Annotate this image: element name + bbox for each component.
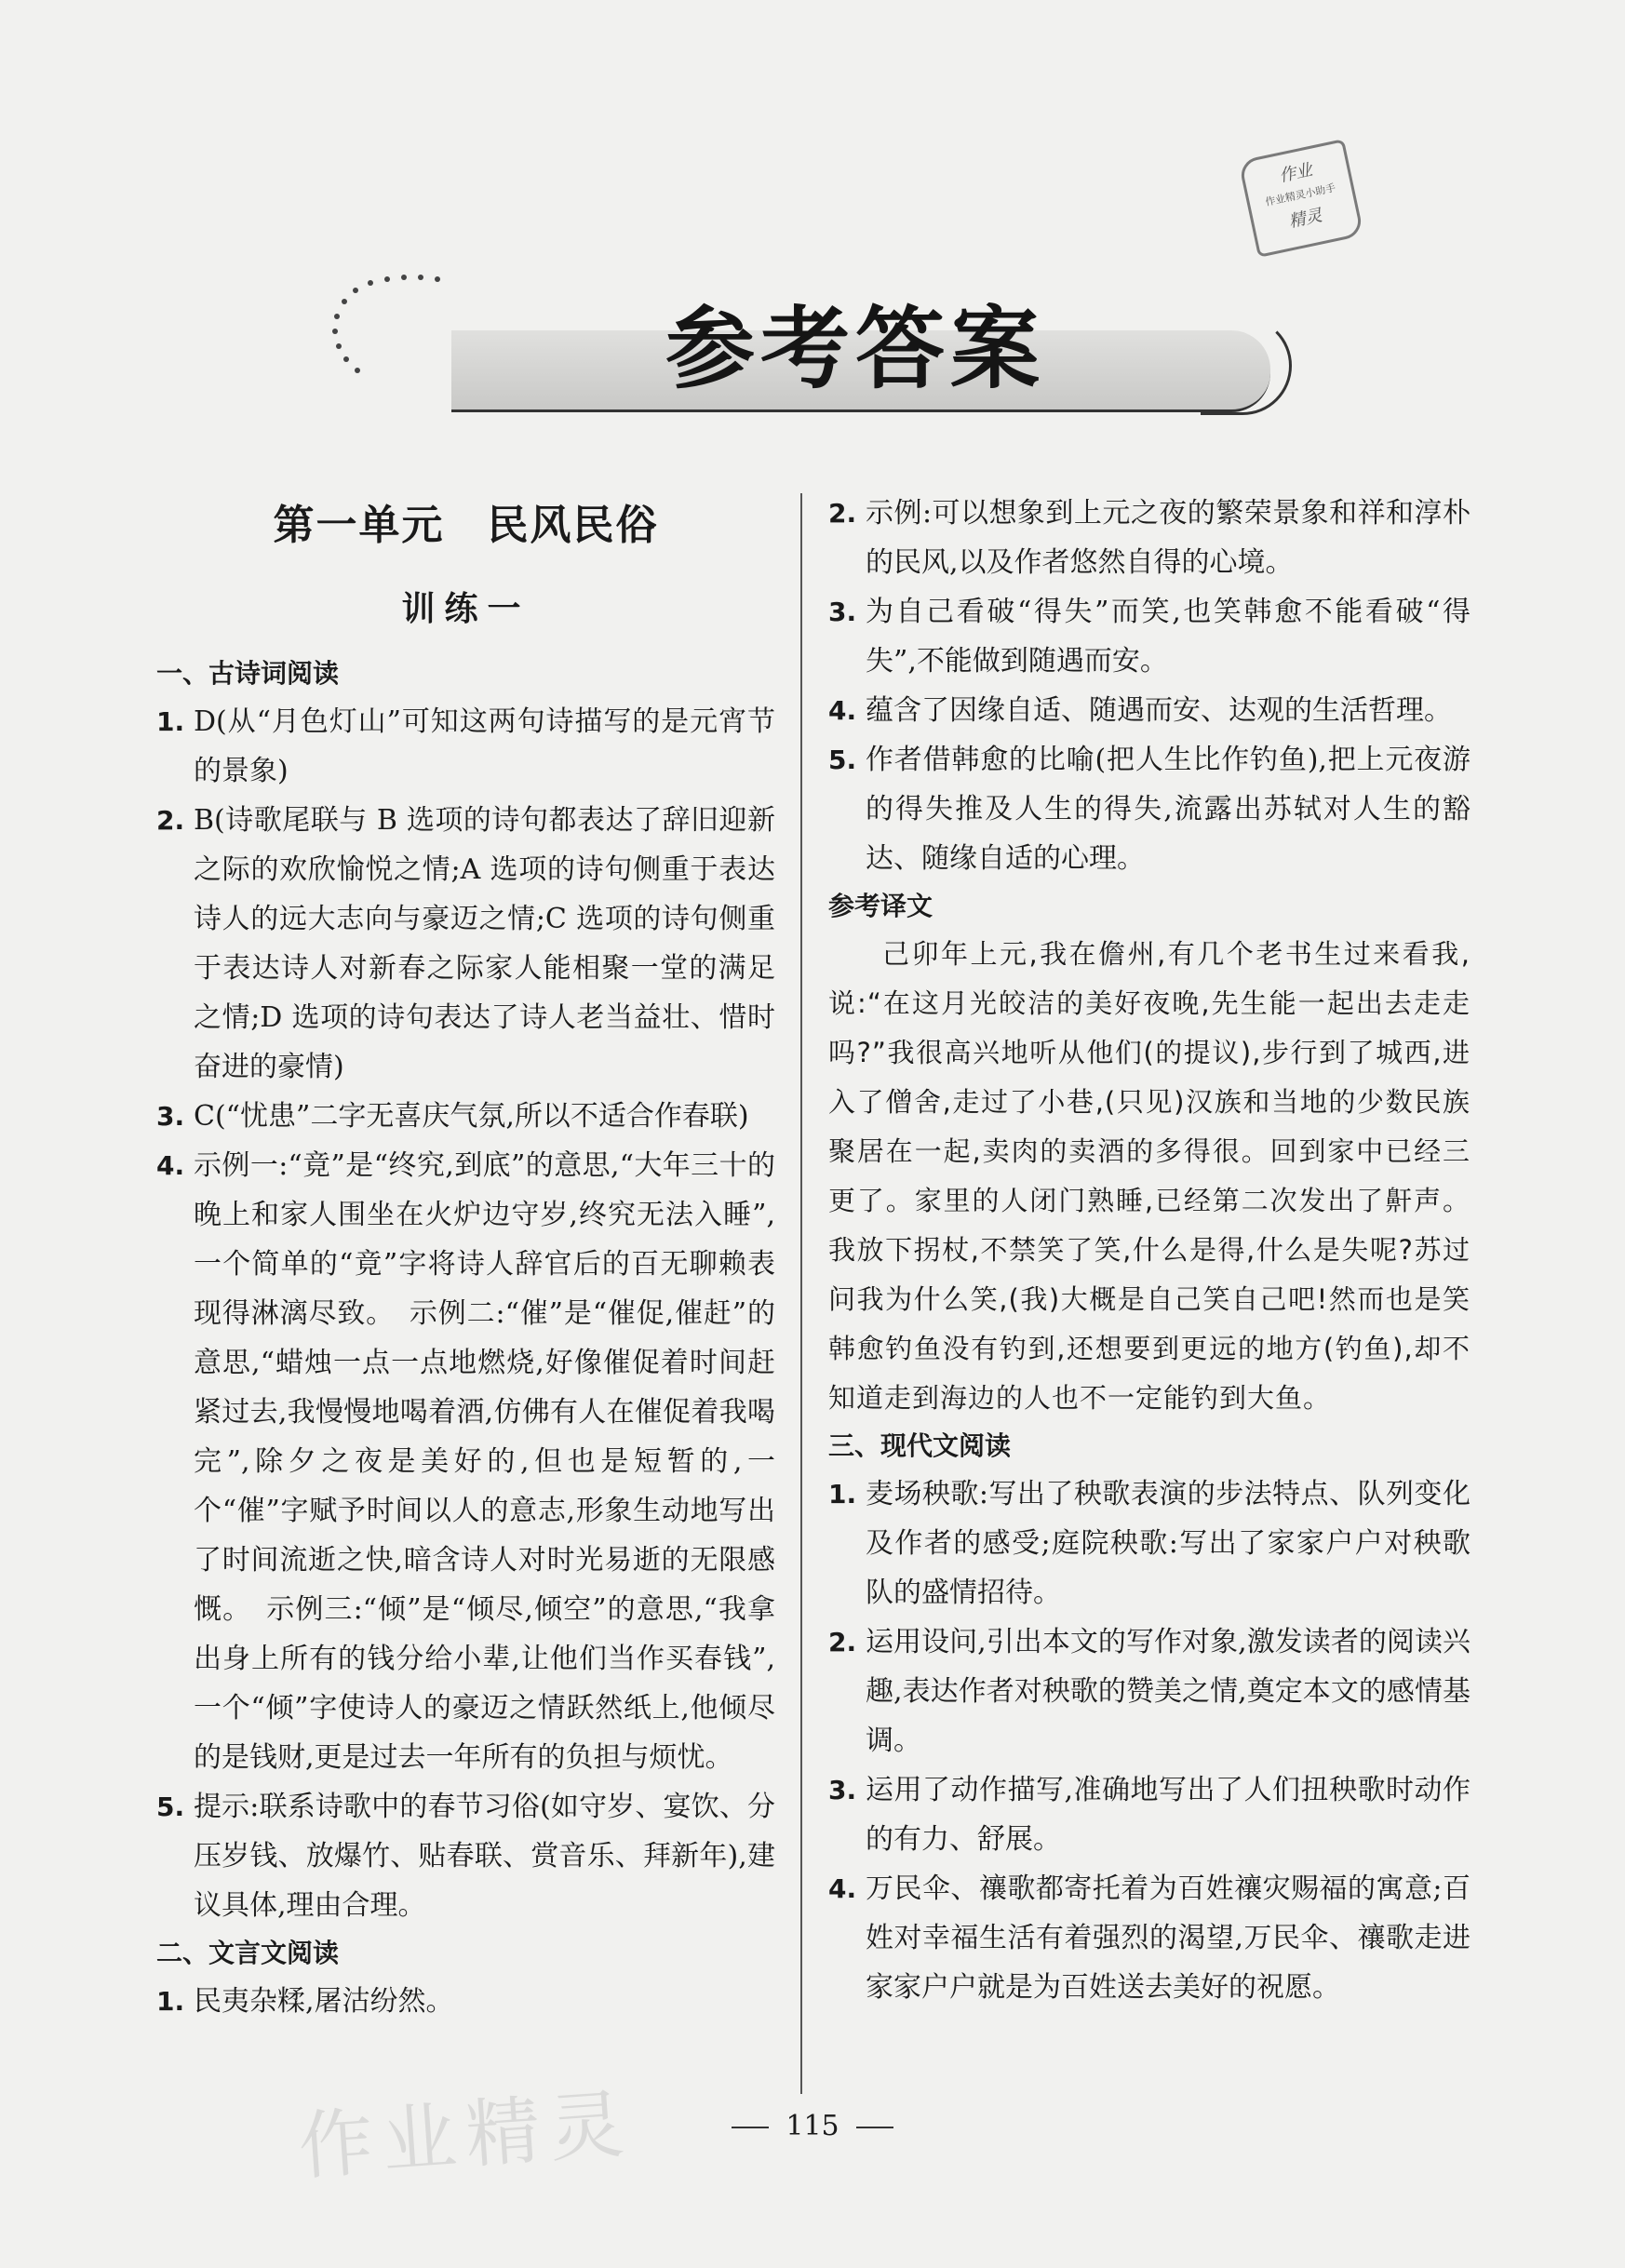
- answer-number: 1.: [156, 706, 185, 737]
- answer-list: [828, 1470, 1471, 2012]
- page-number: 115: [786, 2110, 839, 2142]
- watermark: 作业精灵: [295, 2080, 637, 2191]
- answer-number: 3.: [156, 1101, 185, 1132]
- section-heading: 二、文言文阅读: [156, 1938, 340, 1968]
- stamp-line3: 精灵: [1286, 205, 1324, 233]
- answer-item: [156, 697, 775, 796]
- answer-number: 1.: [828, 1479, 857, 1510]
- left-column: [156, 489, 775, 2026]
- answer-number: 4.: [828, 1873, 857, 1904]
- answer-item: [156, 1782, 775, 1930]
- answer-number: 2.: [828, 498, 857, 529]
- answer-number: 4.: [828, 695, 857, 726]
- answer-item: [828, 587, 1471, 686]
- answer-text: 麦场秧歌:写出了秧歌表演的步法特点、队列变化及作者的感受;庭院秧歌:写出了家家户户对秧歌队的盛情招待。: [866, 1478, 1471, 1609]
- stamp-line2: 作业精灵小助手: [1264, 181, 1337, 208]
- answer-item: [828, 1470, 1471, 1617]
- answer-text: 作者借韩愈的比喻(把人生比作钓鱼),把上元夜游的得失推及人生的得失,流露出苏轼对人生的豁达、随缘自适的心理。: [866, 744, 1471, 875]
- answer-item: [156, 1977, 775, 2026]
- translation-heading: 参考译文: [828, 891, 933, 921]
- section-heading: 一、古诗词阅读: [156, 658, 340, 689]
- answer-number: 5.: [828, 745, 857, 775]
- answer-item: [828, 1765, 1471, 1864]
- answer-list: [156, 697, 775, 1930]
- answer-item: [156, 1141, 775, 1782]
- footer-dash-right: [856, 2127, 893, 2128]
- stamp-logo: [1238, 139, 1364, 258]
- answer-item: [828, 735, 1471, 883]
- answer-text: B(诗歌尾联与 B 选项的诗句都表达了辞旧迎新之际的欢欣愉悦之情;A 选项的诗句侧重于表达诗人的远大志向与豪迈之情;C 选项的诗句侧重于表达诗人对新春之际家人能相聚一堂的满足之情;D 选项的诗句表达了诗人老当益壮、惜时奋进的豪情): [194, 804, 775, 1083]
- answer-item: [156, 796, 775, 1092]
- training-title: 训练一: [401, 590, 530, 628]
- page-footer: [0, 2108, 1625, 2145]
- answer-item: [828, 686, 1471, 735]
- answer-list: [828, 489, 1471, 883]
- answer-item: [828, 1617, 1471, 1765]
- answer-text: 民夷杂糅,屠沽纷然。: [194, 1985, 454, 2018]
- footer-dash-left: [732, 2127, 769, 2128]
- answer-item: [156, 1092, 775, 1141]
- answer-number: 3.: [828, 1775, 857, 1805]
- answer-text: 提示:联系诗歌中的春节习俗(如守岁、宴饮、分压岁钱、放爆竹、贴春联、赏音乐、拜新年),建议具体,理由合理。: [194, 1791, 775, 1922]
- answer-number: 2.: [156, 805, 185, 836]
- answer-text: 示例一:“竟”是“终究,到底”的意思,“大年三十的晚上和家人围坐在火炉边守岁,终究无法入睡”,一个简单的“竟”字将诗人辞官后的百无聊赖表现得淋漓尽致。 示例二:“催”是“催促,催赶”的意思,“蜡烛一点一点地燃烧,好像催促着时间赶紧过去,我慢慢地喝着酒,仿佛有人在催促着我喝完”,除夕之夜是美好的,但也是短暂的,一个“催”字赋予时间以人的意志,形象生动地写出了时间流逝之快,暗含诗人对时光易逝的无限感慨。 示例三:“倾”是“倾尽,倾空”的意思,“我拿出身上所有的钱分给小辈,让他们当作买春钱”,一个“倾”字使诗人的豪迈之情跃然纸上,他倾尽的是钱财,更是过去一年所有的负担与烦忧。: [194, 1149, 775, 1774]
- column-divider: [800, 493, 802, 2094]
- answer-number: 3.: [828, 597, 857, 627]
- answer-item: [828, 489, 1471, 587]
- answer-text: 运用设问,引出本文的写作对象,激发读者的阅读兴趣,表达作者对秧歌的赞美之情,奠定本文的感情基调。: [866, 1626, 1471, 1757]
- answer-text: D(从“月色灯山”可知这两句诗描写的是元宵节的景象): [194, 705, 775, 787]
- answer-number: 1.: [156, 1986, 185, 2017]
- answer-text: C(“忧患”二字无喜庆气氛,所以不适合作春联): [194, 1100, 749, 1133]
- answer-number: 4.: [156, 1150, 185, 1181]
- header-banner-arc: [1201, 316, 1292, 415]
- page-title: 参考答案: [665, 297, 1045, 401]
- answer-text: 蕴含了因缘自适、随遇而安、达观的生活哲理。: [866, 694, 1452, 727]
- answer-number: 5.: [156, 1792, 185, 1822]
- unit-title: 第一单元 民风民俗: [273, 502, 659, 549]
- answer-text: 示例:可以想象到上元之夜的繁荣景象和祥和淳朴的民风,以及作者悠然自得的心境。: [866, 497, 1471, 579]
- answer-number: 2.: [828, 1627, 857, 1657]
- answer-item: [828, 1864, 1471, 2012]
- translation-text: 己卯年上元,我在儋州,有几个老书生过来看我,说:“在这月光皎洁的美好夜晚,先生能一起出去走走吗?”我很高兴地听从他们(的提议),步行到了城西,进入了僧舍,走过了小巷,(只见)汉族和当地的少数民族聚居在一起,卖肉的卖酒的多得很。回到家中已经三更了。家里的人闭门熟睡,已经第二次发出了鼾声。我放下拐杖,不禁笑了笑,什么是得,什么是失呢?苏过问我为什么笑,(我)大概是自己笑自己吧!然而也是笑韩愈钓鱼没有钓到,还想要到更远的地方(钓鱼),却不知道走到海边的人也不一定能钓到大鱼。: [828, 938, 1471, 1414]
- right-column: [828, 489, 1471, 2012]
- answer-text: 为自己看破“得失”而笑,也笑韩愈不能看破“得失”,不能做到随遇而安。: [866, 596, 1471, 678]
- answer-text: 万民伞、禳歌都寄托着为百姓禳灾赐福的寓意;百姓对幸福生活有着强烈的渴望,万民伞、禳歌走进家家户户就是为百姓送去美好的祝愿。: [866, 1872, 1471, 2004]
- section-heading: 三、现代文阅读: [828, 1430, 1012, 1461]
- stamp-line1: 作业: [1277, 160, 1315, 187]
- answer-list: [156, 1977, 775, 2026]
- answer-text: 运用了动作描写,准确地写出了人们扭秧歌时动作的有力、舒展。: [866, 1774, 1471, 1856]
- decorative-dots-icon: [316, 270, 447, 400]
